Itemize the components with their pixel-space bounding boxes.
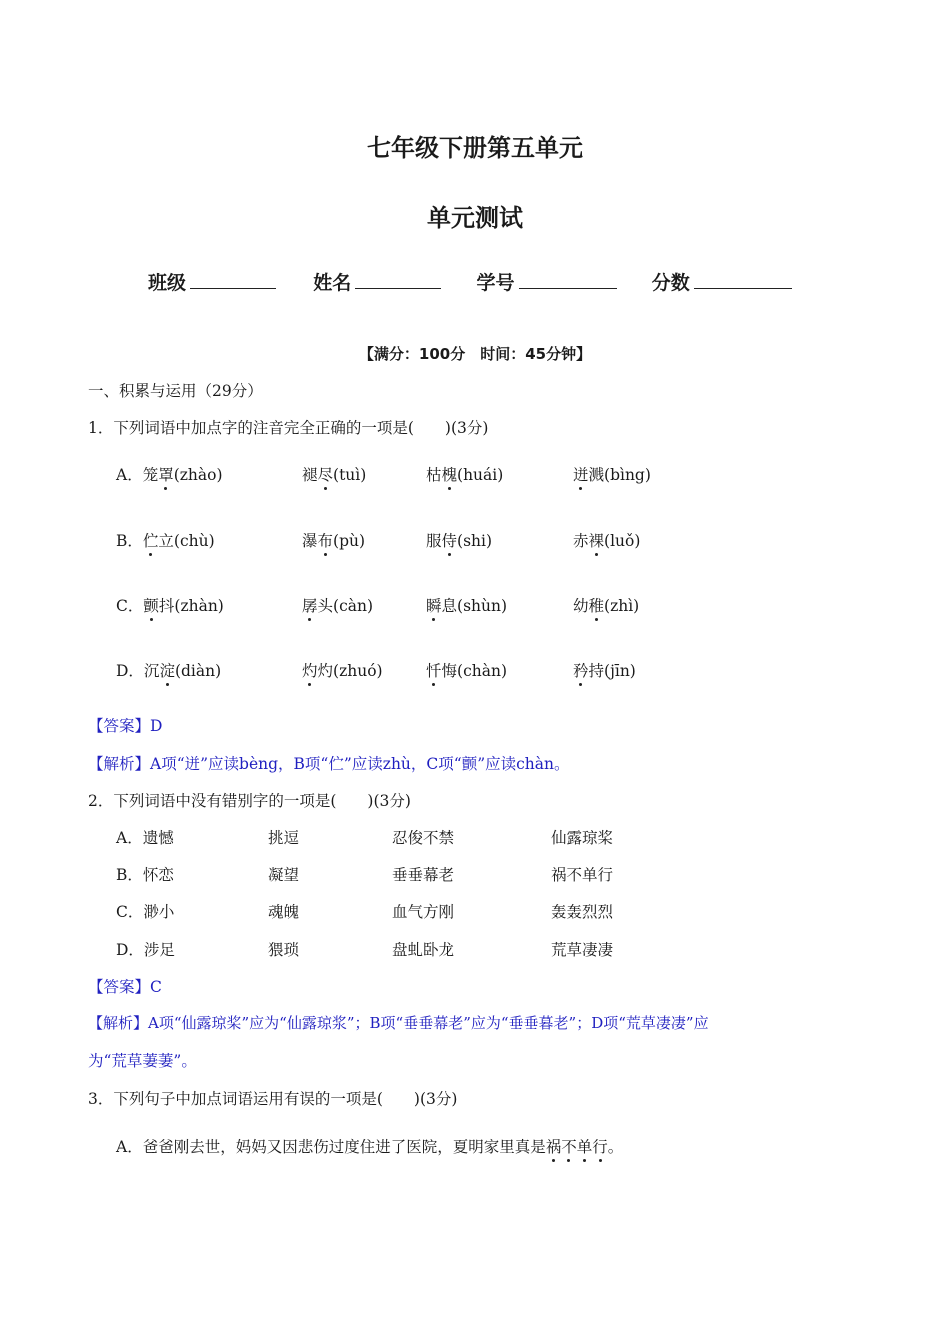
q1-d-1: D．沉淀(diàn) xyxy=(116,659,221,681)
name-label: 姓名 xyxy=(313,272,352,294)
q3-a-prefix: A．爸爸刚去世，妈妈又因悲伤过度住进了医院，夏明家里真是 xyxy=(116,1138,546,1156)
q2-c-3: 血气方刚 xyxy=(392,903,455,921)
q1-a-4: 迸溅(bìng) xyxy=(573,463,651,485)
q1-d-2: 灼灼(zhuó) xyxy=(302,659,383,681)
q1-b-2: 瀑布(pù) xyxy=(302,529,365,551)
q2-b-3: 垂垂幕老 xyxy=(392,866,455,884)
q1-analysis: 【解析】A项“迸”应读bèng，B项“伫”应读zhù，C项“颤”应读chàn。 xyxy=(88,755,570,773)
q2-d-3: 盘虬卧龙 xyxy=(392,941,455,959)
q1-d-4: 矜持(jīn) xyxy=(573,659,636,681)
q1-b-1: B．伫立(chù) xyxy=(116,529,215,551)
q1-a-2: 褪尽(tuì) xyxy=(302,463,366,485)
page-subtitle: 单元测试 xyxy=(427,204,523,232)
q2-c-4: 轰轰烈烈 xyxy=(551,903,614,921)
score-blank xyxy=(694,270,792,289)
q3-option-a xyxy=(116,1135,623,1157)
q2-c-2: 魂魄 xyxy=(268,903,300,921)
student-id-label: 学号 xyxy=(476,272,515,294)
q1-d-3: 忏悔(chàn) xyxy=(426,659,507,681)
q2-answer: 【答案】C xyxy=(88,978,162,996)
q3-dotted-char-3: 行 xyxy=(592,1135,608,1157)
q2-b-4: 祸不单行 xyxy=(551,866,614,884)
class-label: 班级 xyxy=(148,272,187,294)
q1-c-4: 幼稚(zhì) xyxy=(573,594,639,616)
student-info-row xyxy=(148,268,792,295)
q2-analysis-line-1: 【解析】A项“仙露琼桨”应为“仙露琼浆”；B项“垂垂幕老”应为“垂垂暮老”；D项“荒草凄凄”应 xyxy=(88,1014,709,1032)
question-3-stem: 3．下列句子中加点词语运用有误的一项是( )(3分) xyxy=(88,1090,458,1108)
name-blank xyxy=(355,270,441,289)
q2-c-1: C．渺小 xyxy=(116,903,175,921)
q1-c-2: 孱头(càn) xyxy=(302,594,373,616)
question-1-stem: 1．下列词语中加点字的注音完全正确的一项是( )(3分) xyxy=(88,419,489,437)
q2-a-2: 挑逗 xyxy=(268,829,300,847)
q1-answer: 【答案】D xyxy=(88,717,163,735)
q2-b-1: B．怀恋 xyxy=(116,866,174,884)
student-id-blank xyxy=(519,270,617,289)
exam-meta: 【满分：100分 时间：45分钟】 xyxy=(358,345,592,363)
q3-a-dotted xyxy=(546,1138,608,1156)
q2-d-2: 猥琐 xyxy=(268,941,300,959)
q1-a-1: A．笼罩(zhào) xyxy=(116,463,223,485)
section-heading: 一、积累与运用（29分） xyxy=(88,382,263,400)
q3-dotted-char-1: 不 xyxy=(561,1135,577,1157)
q2-a-4: 仙露琼桨 xyxy=(551,829,614,847)
page-title: 七年级下册第五单元 xyxy=(367,134,583,162)
q2-d-4: 荒草凄凄 xyxy=(551,941,614,959)
score-label: 分数 xyxy=(651,272,690,294)
q2-analysis-line-2: 为“荒草萋萋”。 xyxy=(88,1052,197,1070)
q2-d-1: D．涉足 xyxy=(116,941,175,959)
q3-dotted-char-0: 祸 xyxy=(546,1135,562,1157)
q2-a-3: 忍俊不禁 xyxy=(392,829,455,847)
q1-b-3: 服侍(shi) xyxy=(426,529,492,551)
question-2-stem: 2．下列词语中没有错别字的一项是( )(3分) xyxy=(88,792,411,810)
q3-a-suffix: 。 xyxy=(607,1138,624,1156)
q3-dotted-char-2: 单 xyxy=(577,1135,593,1157)
q1-a-3: 枯槐(huái) xyxy=(426,463,503,485)
q1-c-1: C．颤抖(zhàn) xyxy=(116,594,224,616)
q1-c-3: 瞬息(shùn) xyxy=(426,594,507,616)
q2-b-2: 凝望 xyxy=(268,866,300,884)
q2-a-1: A．遗憾 xyxy=(116,829,174,847)
q1-b-4: 赤裸(luǒ) xyxy=(573,529,640,551)
class-blank xyxy=(190,270,276,289)
